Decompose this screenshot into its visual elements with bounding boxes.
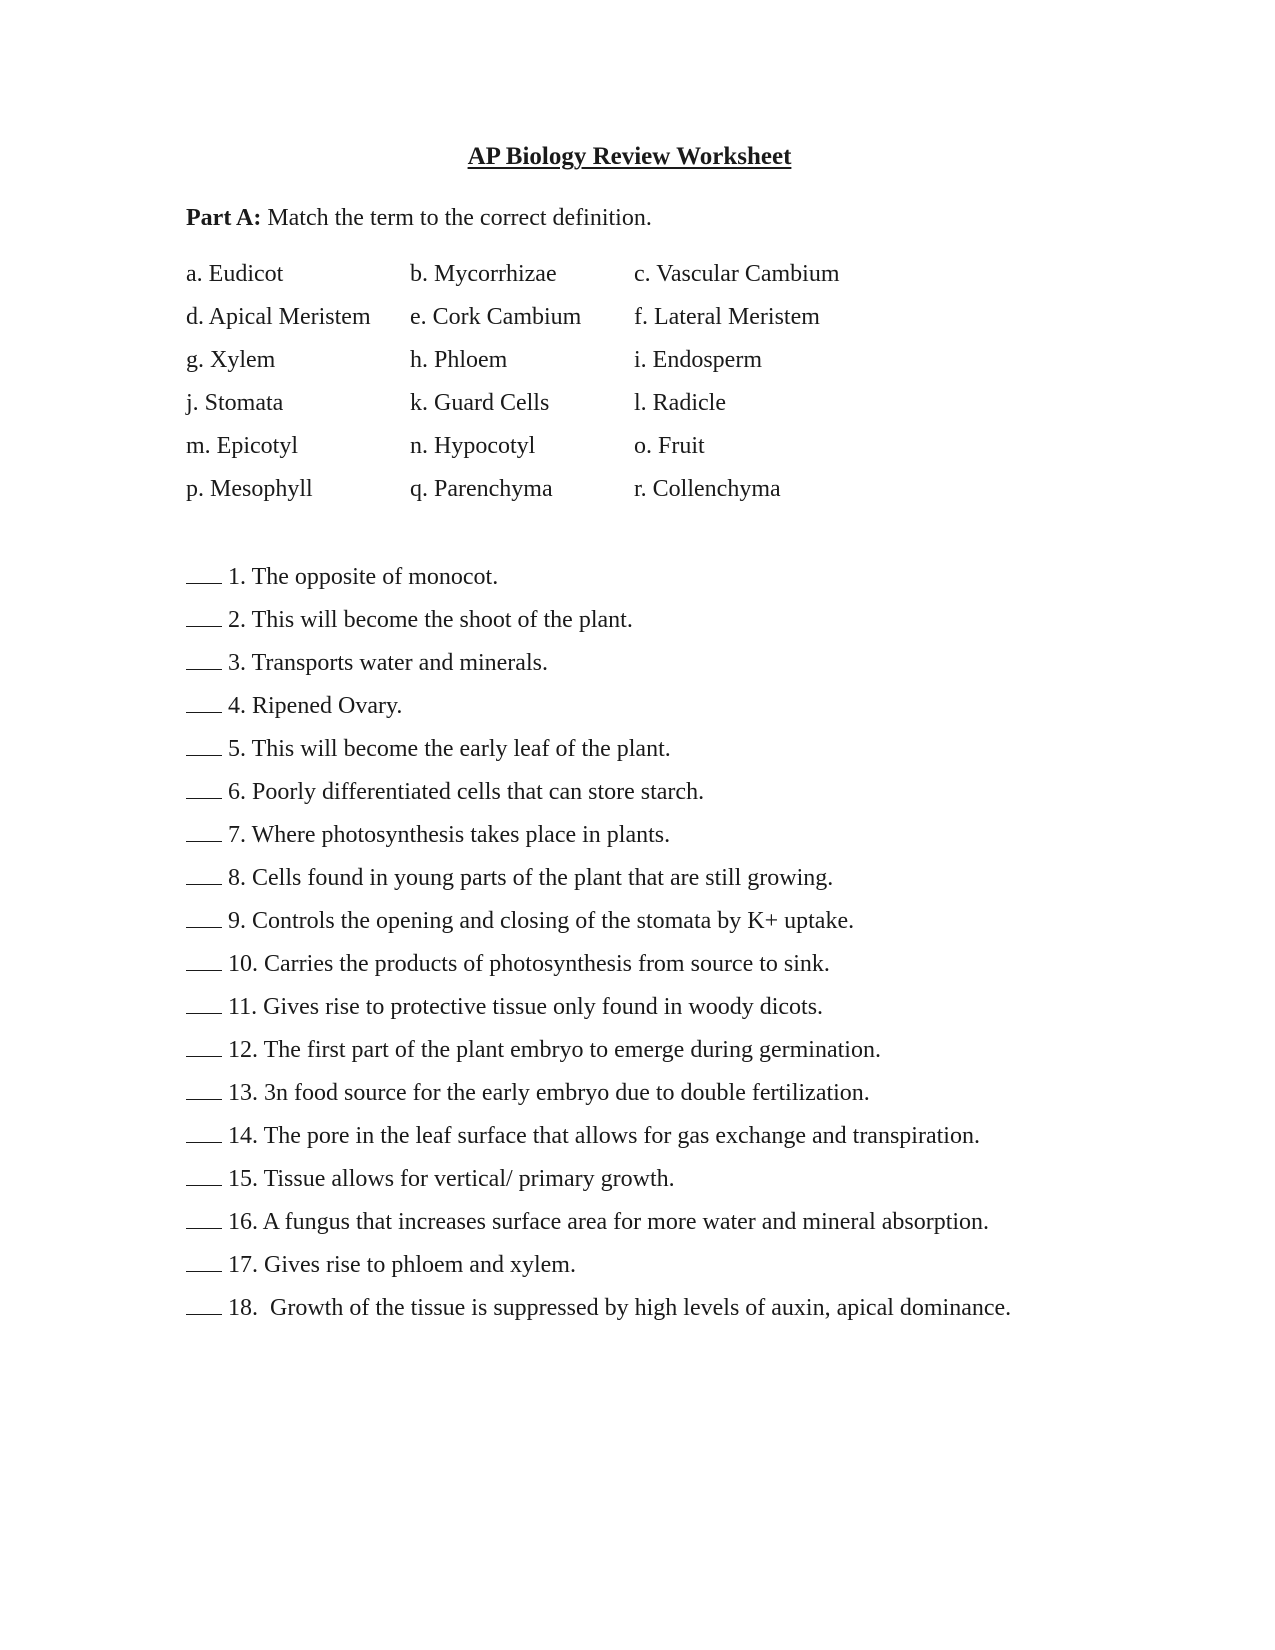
answer-blank[interactable] (186, 776, 222, 799)
answer-blank[interactable] (186, 690, 222, 713)
worksheet-title: AP Biology Review Worksheet (467, 143, 792, 170)
answer-blank[interactable] (186, 733, 222, 756)
answer-blank[interactable] (186, 561, 222, 584)
answer-blank[interactable] (186, 1206, 222, 1229)
answer-blank[interactable] (186, 1163, 222, 1186)
question-item (186, 1077, 1011, 1120)
question-item (186, 991, 1011, 1034)
term-item: q. Parenchyma (410, 476, 553, 502)
question-text: 1. The opposite of monocot. (228, 564, 499, 590)
term-item: p. Mesophyll (186, 476, 313, 502)
answer-blank[interactable] (186, 1034, 222, 1057)
question-text: 7. Where photosynthesis takes place in plants. (228, 822, 671, 848)
answer-blank[interactable] (186, 948, 222, 971)
question-item (186, 690, 1011, 733)
answer-blank[interactable] (186, 1292, 222, 1315)
question-item (186, 1249, 1011, 1292)
answer-blank[interactable] (186, 1077, 222, 1100)
question-item (186, 776, 1011, 819)
question-item (186, 647, 1011, 690)
question-item (186, 948, 1011, 991)
term-bank (186, 259, 894, 517)
term-item: m. Epicotyl (186, 433, 298, 459)
question-text: 3. Transports water and minerals. (228, 650, 548, 676)
answer-blank[interactable] (186, 991, 222, 1014)
question-text: 9. Controls the opening and closing of the stomata by K+ uptake. (228, 908, 855, 934)
question-item (186, 1206, 1011, 1249)
question-text: 4. Ripened Ovary. (228, 693, 403, 719)
question-text: 13. 3n food source for the early embryo due to double fertilization. (228, 1080, 870, 1106)
question-item (186, 819, 1011, 862)
answer-blank[interactable] (186, 819, 222, 842)
term-item: a. Eudicot (186, 261, 284, 287)
question-text: 5. This will become the early leaf of the plant. (228, 736, 671, 762)
term-item: d. Apical Meristem (186, 304, 371, 330)
answer-blank[interactable] (186, 862, 222, 885)
question-item (186, 862, 1011, 905)
question-text: 10. Carries the products of photosynthesis from source to sink. (228, 951, 830, 977)
question-item (186, 733, 1011, 776)
part-a-label: Part A: (186, 205, 262, 231)
question-item (186, 1163, 1011, 1206)
term-item: k. Guard Cells (410, 390, 550, 416)
question-text: 17. Gives rise to phloem and xylem. (228, 1252, 576, 1278)
question-item (186, 561, 1011, 604)
question-text: 18. Growth of the tissue is suppressed by high levels of auxin, apical dominance. (228, 1295, 1012, 1321)
term-item: f. Lateral Meristem (634, 304, 820, 330)
term-item: r. Collenchyma (634, 476, 781, 502)
question-item (186, 604, 1011, 647)
answer-blank[interactable] (186, 1249, 222, 1272)
term-item: e. Cork Cambium (410, 304, 582, 330)
question-list (186, 561, 1011, 1335)
question-text: 8. Cells found in young parts of the plant that are still growing. (228, 865, 834, 891)
question-text: 14. The pore in the leaf surface that allows for gas exchange and transpiration. (228, 1123, 980, 1149)
question-item (186, 1292, 1011, 1335)
question-text: 6. Poorly differentiated cells that can store starch. (228, 779, 705, 805)
question-item (186, 905, 1011, 948)
answer-blank[interactable] (186, 604, 222, 627)
question-text: 2. This will become the shoot of the plant. (228, 607, 633, 633)
term-item: o. Fruit (634, 433, 705, 459)
term-item: l. Radicle (634, 390, 726, 416)
question-text: 12. The first part of the plant embryo to emerge during germination. (228, 1037, 881, 1063)
question-item (186, 1120, 1011, 1163)
part-a-instructions (186, 203, 652, 233)
answer-blank[interactable] (186, 647, 222, 670)
term-item: b. Mycorrhizae (410, 261, 557, 287)
answer-blank[interactable] (186, 1120, 222, 1143)
answer-blank[interactable] (186, 905, 222, 928)
part-a-text: Match the term to the correct definition. (261, 205, 652, 231)
term-item: h. Phloem (410, 347, 508, 373)
term-item: c. Vascular Cambium (634, 261, 840, 287)
question-text: 16. A fungus that increases surface area for more water and mineral absorption. (228, 1209, 990, 1235)
term-item: g. Xylem (186, 347, 276, 373)
question-text: 15. Tissue allows for vertical/ primary growth. (228, 1166, 675, 1192)
question-item (186, 1034, 1011, 1077)
term-item: i. Endosperm (634, 347, 762, 373)
term-item: j. Stomata (186, 390, 284, 416)
question-text: 11. Gives rise to protective tissue only found in woody dicots. (228, 994, 824, 1020)
term-item: n. Hypocotyl (410, 433, 536, 459)
